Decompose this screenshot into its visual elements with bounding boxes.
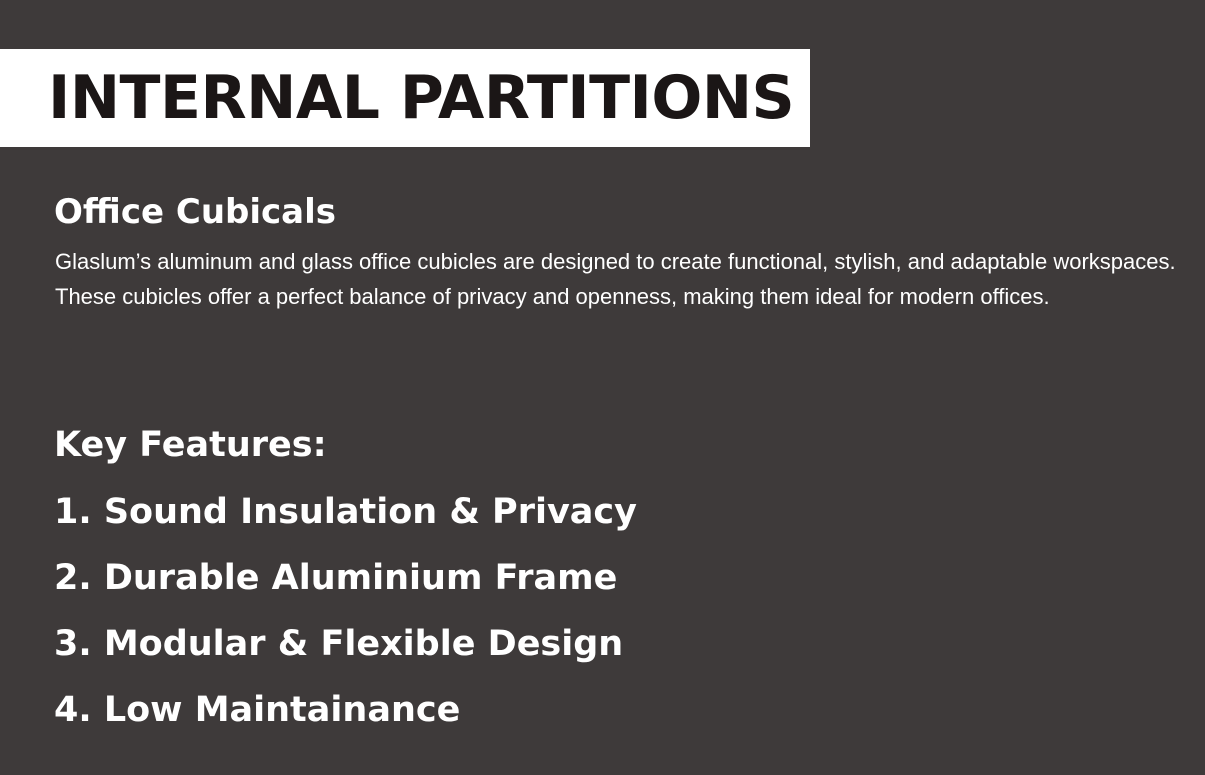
feature-item-durable-frame: 2. Durable Aluminium Frame [54,558,618,598]
page-title: INTERNAL PARTITIONS [48,63,795,133]
features-list [54,489,637,753]
feature-item-low-maintenance: 4. Low Maintainance [54,690,461,730]
feature-item-modular-design: 3. Modular & Flexible Design [54,624,624,664]
feature-item-sound-insulation: 1. Sound Insulation & Privacy [54,492,637,532]
section-heading: Office Cubicals [54,192,337,232]
section-description: Glaslum’s aluminum and glass office cubicles are designed to create functional, stylish, and adaptable workspaces. These cubicles offer a perfect balance of privacy and openness, making them ideal for modern offices. [55,249,1176,309]
features-heading: Key Features: [54,425,327,465]
